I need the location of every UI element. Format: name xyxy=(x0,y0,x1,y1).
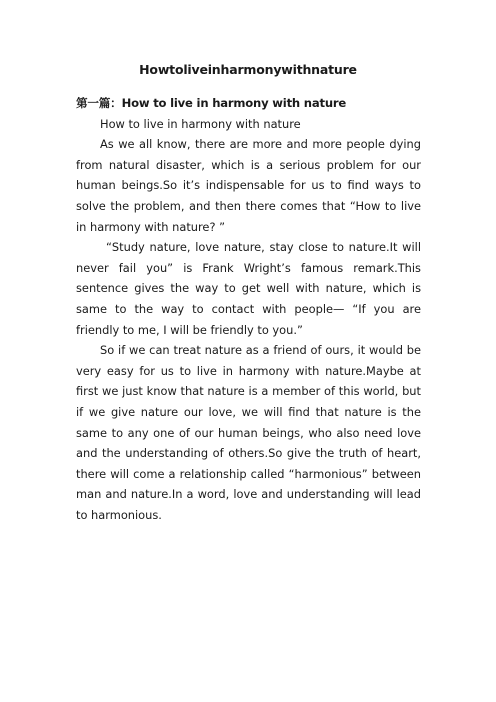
subtitle-paragraph: How to live in harmony with nature xyxy=(100,116,301,131)
body-paragraph-2: “Study nature, love nature, stay close to nature.It will never fail you” is Frank Wright’s famous remark.This sentence gives the way to get well with nature, which is same to the way to contact with people— “If you are friendly to me, I will be friendly to you.” xyxy=(76,240,421,337)
body-paragraph-3: So if we can treat nature as a friend of ours, it would be very easy for us to live in harmony with nature.Maybe at first we just know that nature is a member of this world, but if we give nature our love, we will find that nature is the same to any one of our human beings, who also need love and the understanding of others.So give the truth of heart, there will come a relationship called “harmonious” between man and nature.In a word, love and understanding will lead to harmonious. xyxy=(76,343,421,522)
document-body xyxy=(76,93,421,525)
body-paragraph-1: As we all know, there are more and more people dying from natural disaster, which is a serious problem for our human beings.So it’s indispensable for us to find ways to solve the problem, and then there comes that “How to live in harmony with nature? ” xyxy=(76,137,421,234)
document-title: Howtoliveinharmonywithnature xyxy=(139,62,357,77)
section-heading: 第一篇：How to live in harmony with nature xyxy=(76,96,347,110)
